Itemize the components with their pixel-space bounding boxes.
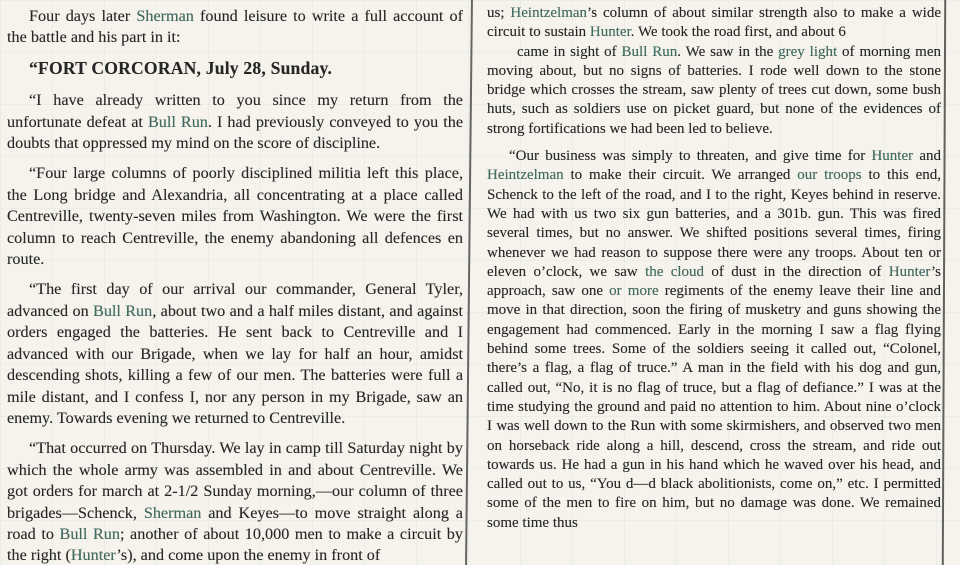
paragraph-left-5: “The first day of our arrival our commander, General Tyler, advanced on Bull Run, about two and a half miles distant, and against orders engaged the batteries. He sent back to Centreville and I advanced with our Brigade, when we lay for half an hour, amidst descending shots, killing a few of our men. The batteries were full a mile distant, and I confess I, nor any person in my Brigade, saw an enemy. Towards evening we returned to Centreville.: [7, 280, 463, 427]
scan-tinted-word: Hunter: [589, 24, 631, 41]
paragraph-left-3: “I have already written to you since my return from the unfortunate defeat at Bull Run. I had previously conveyed to you the doubts that oppressed my mind on the score of discipline.: [7, 91, 463, 153]
left-text-column: [7, 0, 463, 565]
scan-tinted-word: Hunter: [888, 263, 931, 280]
scan-tinted-word: or more: [609, 283, 659, 300]
scan-tinted-word: Hunter: [871, 148, 914, 165]
section-heading: “FORT CORCORAN, July 28, Sunday.: [29, 57, 333, 78]
paragraph-right-1: us; Heintzelman’s column of about similar strength also to make a wide circuit to sustain Hunter. We took the road first, and about 6: [487, 5, 941, 41]
paragraph-right-2: came in sight of Bull Run. We saw in the grey light of morning men moving about, but no signs of batteries. I rode well down to the stone bridge which crosses the stream, saw plenty of trees cut down, some bush huts, such as soldiers use on picket guard, but none of the evidences of strong fortifications we had been led to believe.: [487, 43, 941, 137]
paragraph-left-1: Four days later Sherman found leisure to write a full account of the battle and his part in it:: [7, 7, 464, 47]
paragraph-right-3: “Our business was simply to threaten, and give time for Hunter and Heintzelman to make their circuit. We arranged our troops to this end, Schenck to the left of the road, and I to the right, Keyes behind in reserve. We had with us two six gun batteries, and a 301b. gun. This was fired several times, but no answer. We shifted positions several times, firing whenever we had reason to suppose there were any troops. About ten or eleven o’clock, we saw the cloud of dust in the direction of Hunter’s approach, saw one or more regiments of the enemy leave their line and move in that direction, soon the firing of musketry and guns showing the engagement had commenced. Early in the morning I saw a flag flying behind some trees. Some of the soldiers seeing it called out, “Colonel, there’s a flag, a flag of truce.” A man in the field with his dog and gun, called out, “No, it is no flag of truce, but a flag of defiance.” I was at the time studying the ground and paid no attention to him. About nine o’clock I was well down to the Run with some skirmishers, and observed two men on horseback ride along a hill, descend, cross the stream, and ride out towards us. He had a gun in his hand which he waved over his head, and called out to us, “You d—d black abolitionists, come on,” etc. I permitted some of the men to fire on him, but no damage was done. We remained some time thus: [487, 148, 942, 531]
scan-tinted-word: Bull Run: [59, 524, 120, 543]
paragraph-left-4: “Four large columns of poorly disciplined militia left this place, the Long bridge and Alexandria, all concentrating at a place called Centreville, twenty-seven miles from Washington. We were the first column to reach Centreville, the enemy abandoning all defences en route.: [7, 164, 463, 269]
scan-tinted-word: the cloud: [645, 263, 705, 280]
scan-tinted-word: Bull Run: [621, 43, 678, 60]
scan-tinted-word: Sherman: [143, 503, 202, 522]
scan-tinted-word: grey light: [778, 43, 838, 60]
scan-tinted-word: Bull Run: [93, 301, 153, 320]
column-divider-line: [465, 0, 473, 565]
scan-tinted-word: Heintzelman: [487, 167, 564, 184]
page-edge-line: [942, 0, 947, 565]
scan-tinted-word: Bull Run: [147, 112, 208, 131]
scan-tinted-word: Sherman: [136, 7, 194, 25]
paragraph-left-6: “That occurred on Thursday. We lay in camp till Saturday night by which the whole army was assembled in and about Centreville. We got orders for march at 2-1/2 Sunday morning,—our column of three brigades—Schenck, Sherman and Keyes—to move straight along a road to Bull Run; another of about 10,000 men to make a circuit by the right (Hunter’s), and come upon the enemy in front of: [7, 439, 463, 565]
scan-tinted-word: our troops: [797, 167, 862, 184]
scan-tinted-word: Hunter: [70, 546, 117, 565]
scan-tinted-word: Heintzelman: [510, 5, 588, 21]
right-text-column: [487, 0, 941, 541]
